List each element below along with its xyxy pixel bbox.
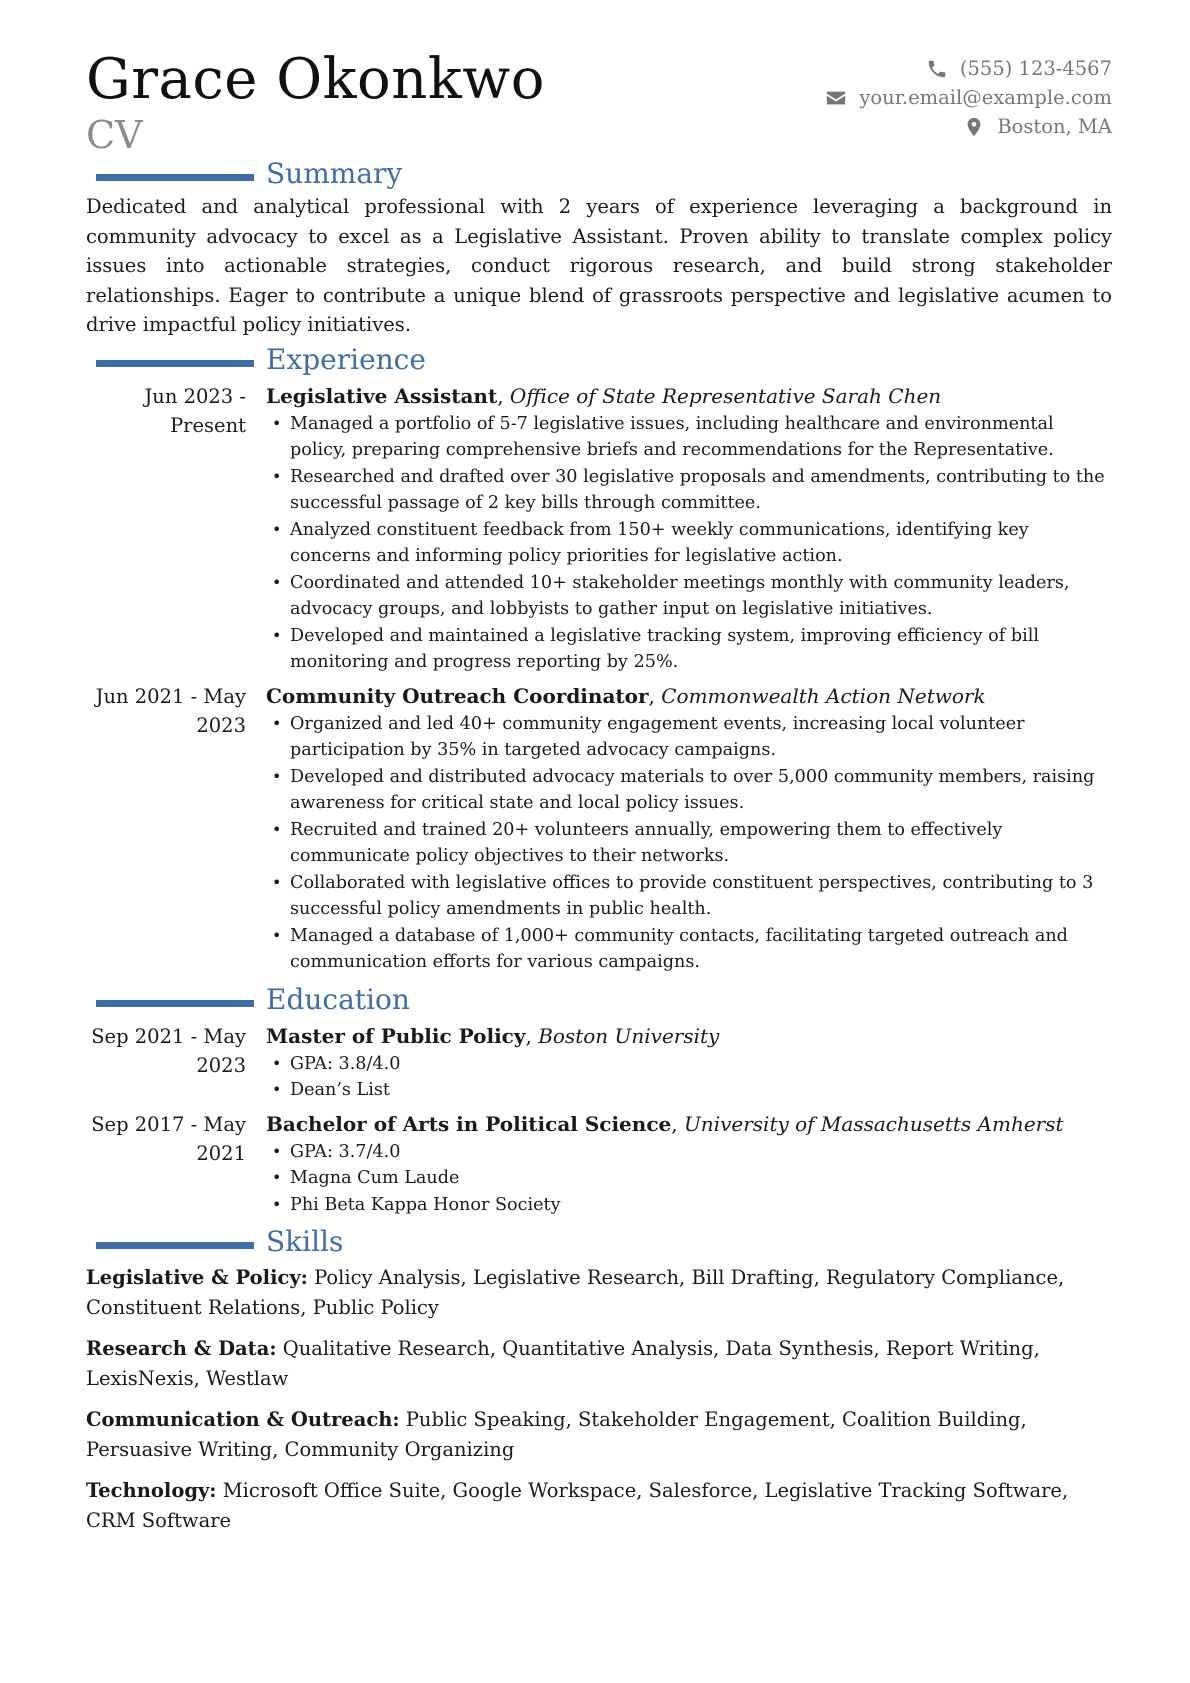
skill-group bbox=[86, 1334, 1112, 1393]
entry-title: Master of Public Policy, Boston University bbox=[266, 1023, 720, 1048]
skill-label: Research & Data: bbox=[86, 1337, 277, 1360]
phone-text: (555) 123-4567 bbox=[959, 57, 1112, 80]
section-title: Summary bbox=[266, 157, 403, 190]
entry-bullets bbox=[266, 411, 1112, 676]
phone-icon bbox=[926, 58, 948, 80]
entry-date: Jun 2023 - Present bbox=[144, 384, 246, 437]
bullet-item: • Dean’s List bbox=[266, 1077, 1112, 1104]
bullet-item: • Managed a portfolio of 5-7 legislative issues, including healthcare and environmental policy, preparing comprehensive briefs and recommendations for the Representative. bbox=[266, 411, 1112, 464]
bullet-item: • GPA: 3.8/4.0 bbox=[266, 1051, 1112, 1078]
bullet-item: • Managed a database of 1,000+ community contacts, facilitating targeted outreach and communication efforts for various campaigns. bbox=[266, 923, 1112, 976]
entry-title: Legislative Assistant, Office of State Representative Sarah Chen bbox=[266, 383, 942, 408]
envelope-icon bbox=[825, 87, 847, 109]
cv-header bbox=[86, 47, 1112, 158]
bullet-item: • Developed and maintained a legislative tracking system, improving efficiency of bill monitoring and progress reporting by 25%. bbox=[266, 623, 1112, 676]
bullet-item: • GPA: 3.7/4.0 bbox=[266, 1139, 1112, 1166]
bullet-item: • Analyzed constituent feedback from 150+ weekly communications, identifying key concerns and informing policy priorities for legislative action. bbox=[266, 517, 1112, 570]
entry-degree: Master of Public Policy bbox=[266, 1023, 526, 1048]
education-entry bbox=[86, 1110, 1112, 1219]
section-accent-bar bbox=[96, 1242, 254, 1249]
skill-label: Communication & Outreach: bbox=[86, 1408, 400, 1431]
map-pin-icon bbox=[963, 116, 985, 138]
entry-org: Office of State Representative Sarah Chen bbox=[509, 383, 942, 408]
contact-email-row bbox=[825, 83, 1112, 112]
bullet-item: • Coordinated and attended 10+ stakeholder meetings monthly with community leaders, advocacy groups, and lobbyists to gather input on legislative initiatives. bbox=[266, 570, 1112, 623]
entry-role: Legislative Assistant bbox=[266, 383, 498, 408]
education-heading bbox=[86, 984, 1112, 1016]
skill-items: Policy Analysis, Legislative Research, Bill Drafting, Regulatory Compliance, Constituent Relations, Public Policy bbox=[86, 1266, 1065, 1319]
section-accent-bar bbox=[96, 1000, 254, 1007]
skill-items: Public Speaking, Stakeholder Engagement, Coalition Building, Persuasive Writing, Community Organizing bbox=[86, 1408, 1027, 1461]
experience-entry bbox=[86, 682, 1112, 976]
skill-group bbox=[86, 1405, 1112, 1464]
entry-bullets bbox=[266, 1051, 1112, 1104]
bullet-item: • Recruited and trained 20+ volunteers annually, empowering them to effectively communicate policy objectives to their networks. bbox=[266, 817, 1112, 870]
bullet-item: • Magna Cum Laude bbox=[266, 1165, 1112, 1192]
skills-heading bbox=[86, 1226, 1112, 1258]
entry-title: Bachelor of Arts in Political Science, University of Massachusetts Amherst bbox=[266, 1111, 1064, 1136]
bullet-item: • Collaborated with legislative offices to provide constituent perspectives, contributing to 3 successful policy amendments in public health. bbox=[266, 870, 1112, 923]
entry-title: Community Outreach Coordinator, Commonwealth Action Network bbox=[266, 683, 986, 708]
entry-date: Sep 2021 - May 2023 bbox=[91, 1024, 246, 1077]
skill-group bbox=[86, 1263, 1112, 1322]
contact-location-row bbox=[825, 112, 1112, 141]
person-name: Grace Okonkwo bbox=[86, 47, 545, 112]
skill-group bbox=[86, 1476, 1112, 1535]
document-label: CV bbox=[86, 113, 143, 157]
bullet-item: • Phi Beta Kappa Honor Society bbox=[266, 1192, 1112, 1219]
contact-phone-row bbox=[825, 54, 1112, 83]
entry-role: Community Outreach Coordinator bbox=[266, 683, 649, 708]
entry-school: Boston University bbox=[538, 1023, 720, 1048]
section-accent-bar bbox=[96, 174, 254, 181]
entry-org: Commonwealth Action Network bbox=[661, 683, 986, 708]
experience-heading bbox=[86, 344, 1112, 376]
skill-items: Microsoft Office Suite, Google Workspace, Salesforce, Legislative Tracking Software, CRM Software bbox=[86, 1479, 1069, 1532]
entry-date: Jun 2021 - May 2023 bbox=[95, 684, 246, 737]
section-accent-bar bbox=[96, 360, 254, 367]
summary-text: Dedicated and analytical professional with 2 years of experience leveraging a background in community advocacy to excel as a Legislative Assistant. Proven ability to translate complex policy issues into actionable strategies, conduct rigorous research, and build strong stakeholder relationships. Eager to contribute a unique blend of grassroots perspective and legislative acumen to drive impactful policy initiatives. bbox=[86, 195, 1112, 336]
section-title: Experience bbox=[266, 342, 426, 376]
section-title: Education bbox=[266, 982, 410, 1016]
cv-page bbox=[86, 47, 1112, 1535]
location-text: Boston, MA bbox=[997, 115, 1112, 138]
skill-items: Qualitative Research, Quantitative Analysis, Data Synthesis, Report Writing, LexisNexis, Westlaw bbox=[86, 1337, 1040, 1390]
contact-info bbox=[825, 54, 1112, 141]
bullet-item: • Developed and distributed advocacy materials to over 5,000 community members, raising awareness for critical state and local policy issues. bbox=[266, 764, 1112, 817]
experience-entry bbox=[86, 382, 1112, 676]
education-entry bbox=[86, 1022, 1112, 1104]
entry-bullets bbox=[266, 711, 1112, 976]
email-text: your.email@example.com bbox=[859, 86, 1112, 109]
entry-degree: Bachelor of Arts in Political Science bbox=[266, 1111, 672, 1136]
bullet-item: • Organized and led 40+ community engagement events, increasing local volunteer participation by 35% in targeted advocacy campaigns. bbox=[266, 711, 1112, 764]
entry-date: Sep 2017 - May 2021 bbox=[91, 1112, 246, 1165]
skill-label: Technology: bbox=[86, 1479, 217, 1502]
entry-school: University of Massachusetts Amherst bbox=[683, 1111, 1064, 1136]
entry-bullets bbox=[266, 1139, 1112, 1219]
summary-heading bbox=[86, 158, 1112, 190]
bullet-item: • Researched and drafted over 30 legislative proposals and amendments, contributing to the successful passage of 2 key bills through committee. bbox=[266, 464, 1112, 517]
section-title: Skills bbox=[266, 1225, 344, 1258]
skill-label: Legislative & Policy: bbox=[86, 1266, 308, 1289]
